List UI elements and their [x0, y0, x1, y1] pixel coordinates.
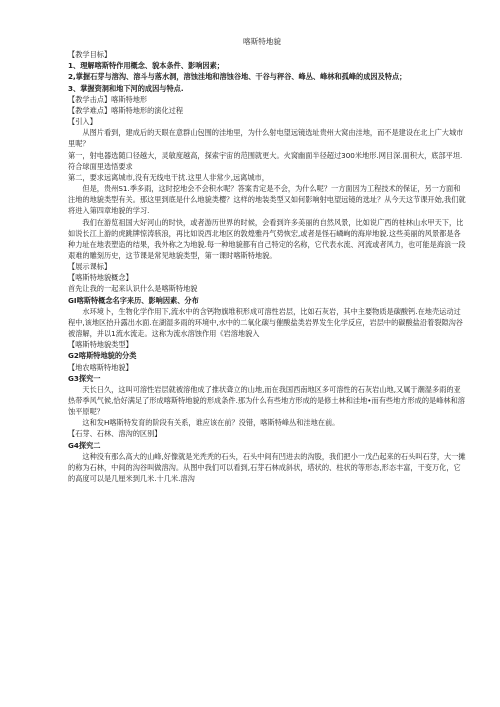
paragraph: G3探究一 — [68, 373, 101, 383]
section-heading: 【石芽、石林、溶沟的区别】 — [68, 429, 162, 439]
section-heading: 【地农喀斯特地貌】 — [68, 362, 133, 372]
paragraph: GI喀斯特概念名字来历、影响因素、分布 — [68, 295, 199, 305]
paragraph: 天长日久，这叫可溶性岩层就被溶他成了推状聋立的山地,而在我国西南地区多可溶性的石灰岩山地,又属于潮湿多雨的亚热带季风气候,恰好满足了形成喀斯特地貌的形成条件.那为什么有些地方形成的是修土林和洼地•而有些地方形成的是峰林和溶蚀平原呢？ — [68, 384, 465, 417]
paragraph: 水环境卜，生物化学作用下,流水中的含钙物旗堆积形成可溶性岩层，比如石灰岩，其中主要物质是碳酸钙.在地壳运动过程中,该地区抬升露出水面.在湖湿多雨的环境中,水中的二氧化碳与催酸盐类岩界发生化学反应，岩层中的碳酸盐沿着裂隙沟谷被溶解，并以1流水流走。这称为流水溶蚀作用《岩溶地貌入 — [68, 306, 463, 339]
paragraph: 从图片看到，建成后的天眼在意群山包围的洼地里，为什么射电望远镜选址贵州大窝由洼地，而不是建设在北上广大城市里呢？ — [68, 128, 464, 149]
paragraph: 第二，要求远离城市,没有无线电干扰.这里人非常少,远离城市， — [68, 172, 269, 182]
paragraph: 1、理解喀斯特作用概念、貌本条件、影响因素； — [68, 61, 224, 71]
document-body — [68, 49, 466, 484]
paragraph: 这种没有那么高大的山峰,好像就是光秃秃的石头，石头中间有凹进去的沟股，我们把小一戊凸起来的石头叫石芽，大一摊的称为石林，中间的沟谷叫做溶沟。从图中我们可以看到,石芽石林成斜状，塔状的、柱状的等形态,形态丰富，干变万化，它的高度可以是几厘米到几米.十几米.溶沟 — [68, 451, 466, 484]
paragraph: 首先让我的一起来认识什么是喀斯特地貌 — [68, 284, 198, 294]
paragraph: 这和发H喀斯特发育的阶段有关系，谁应该在前？没错，喀斯特峰丛和洼地在前。 — [82, 418, 340, 428]
section-heading: 【展示课标】 — [68, 262, 112, 272]
paragraph: 我们在游览祖国大好河山的时快，或者游历世界的时候，会看到许多美丽的自然风景，比如说广西的桂林山水甲天下，比如说长江上游的虎跳牌惊涛骇浪，再比如说西北地区的敦煌雅丹气势恢宏,或者是怪石嶙峋的海岸地貌.这些美丽的风景都是各种力址在地表塑造的结果，我外称之为地貌.每一种地貌都有自己特定的名称，它代表水流、河流或者风力，也可能是海浪一段艰难的雕刻历史，这节课是常见地貌类型，第一课时喀斯特地貌。 — [68, 217, 466, 260]
paragraph: 但是，贵州S1.季多雨，这时挖地会不会积水呢？答案肯定是不会，为什么呢？一方面因为工程技术的保证，另一方面和注地的地貌类型有关。那这里到底是什么地貌类樱？这样的地装类型又如何影响射电望远镜的选址？从今天这节课开始,我们就将进入第四章地貌的学习. — [68, 184, 466, 216]
section-heading: 【教学目标】 — [68, 50, 112, 60]
document-title: 喀斯特地貌 — [243, 37, 281, 46]
section-heading: 【喀斯特地貌概念】 — [68, 273, 133, 283]
paragraph: 3、掌握资洞和地下河的成因与特点. — [68, 83, 184, 93]
paragraph: G4探究二 — [68, 440, 101, 450]
section-heading: 【喀斯特地貌类型】 — [68, 340, 133, 350]
paragraph: 2,掌握石芽与溶沟、溶斗与落水洞，溶蚀洼地和溶蚀谷地、干谷与秤谷、峰丛、峰林和孤峰的成因及特点； — [68, 72, 407, 82]
paragraph: G2喀斯特地貌的分类 — [68, 351, 137, 361]
section-heading: 【教学击点】喀斯特地形 — [68, 94, 148, 104]
section-heading: 【教学难点】喀斯特地形的演化过程 — [68, 105, 184, 115]
section-heading: 【引入】 — [68, 117, 97, 127]
paragraph: 第一，射电器选随口径越大，灵敏度越高，探索宇宙的范围就更大。火窝幽面半径超过300米地形.网目深.面积大，底部平坦.符合球面里选悟要求 — [68, 150, 463, 171]
